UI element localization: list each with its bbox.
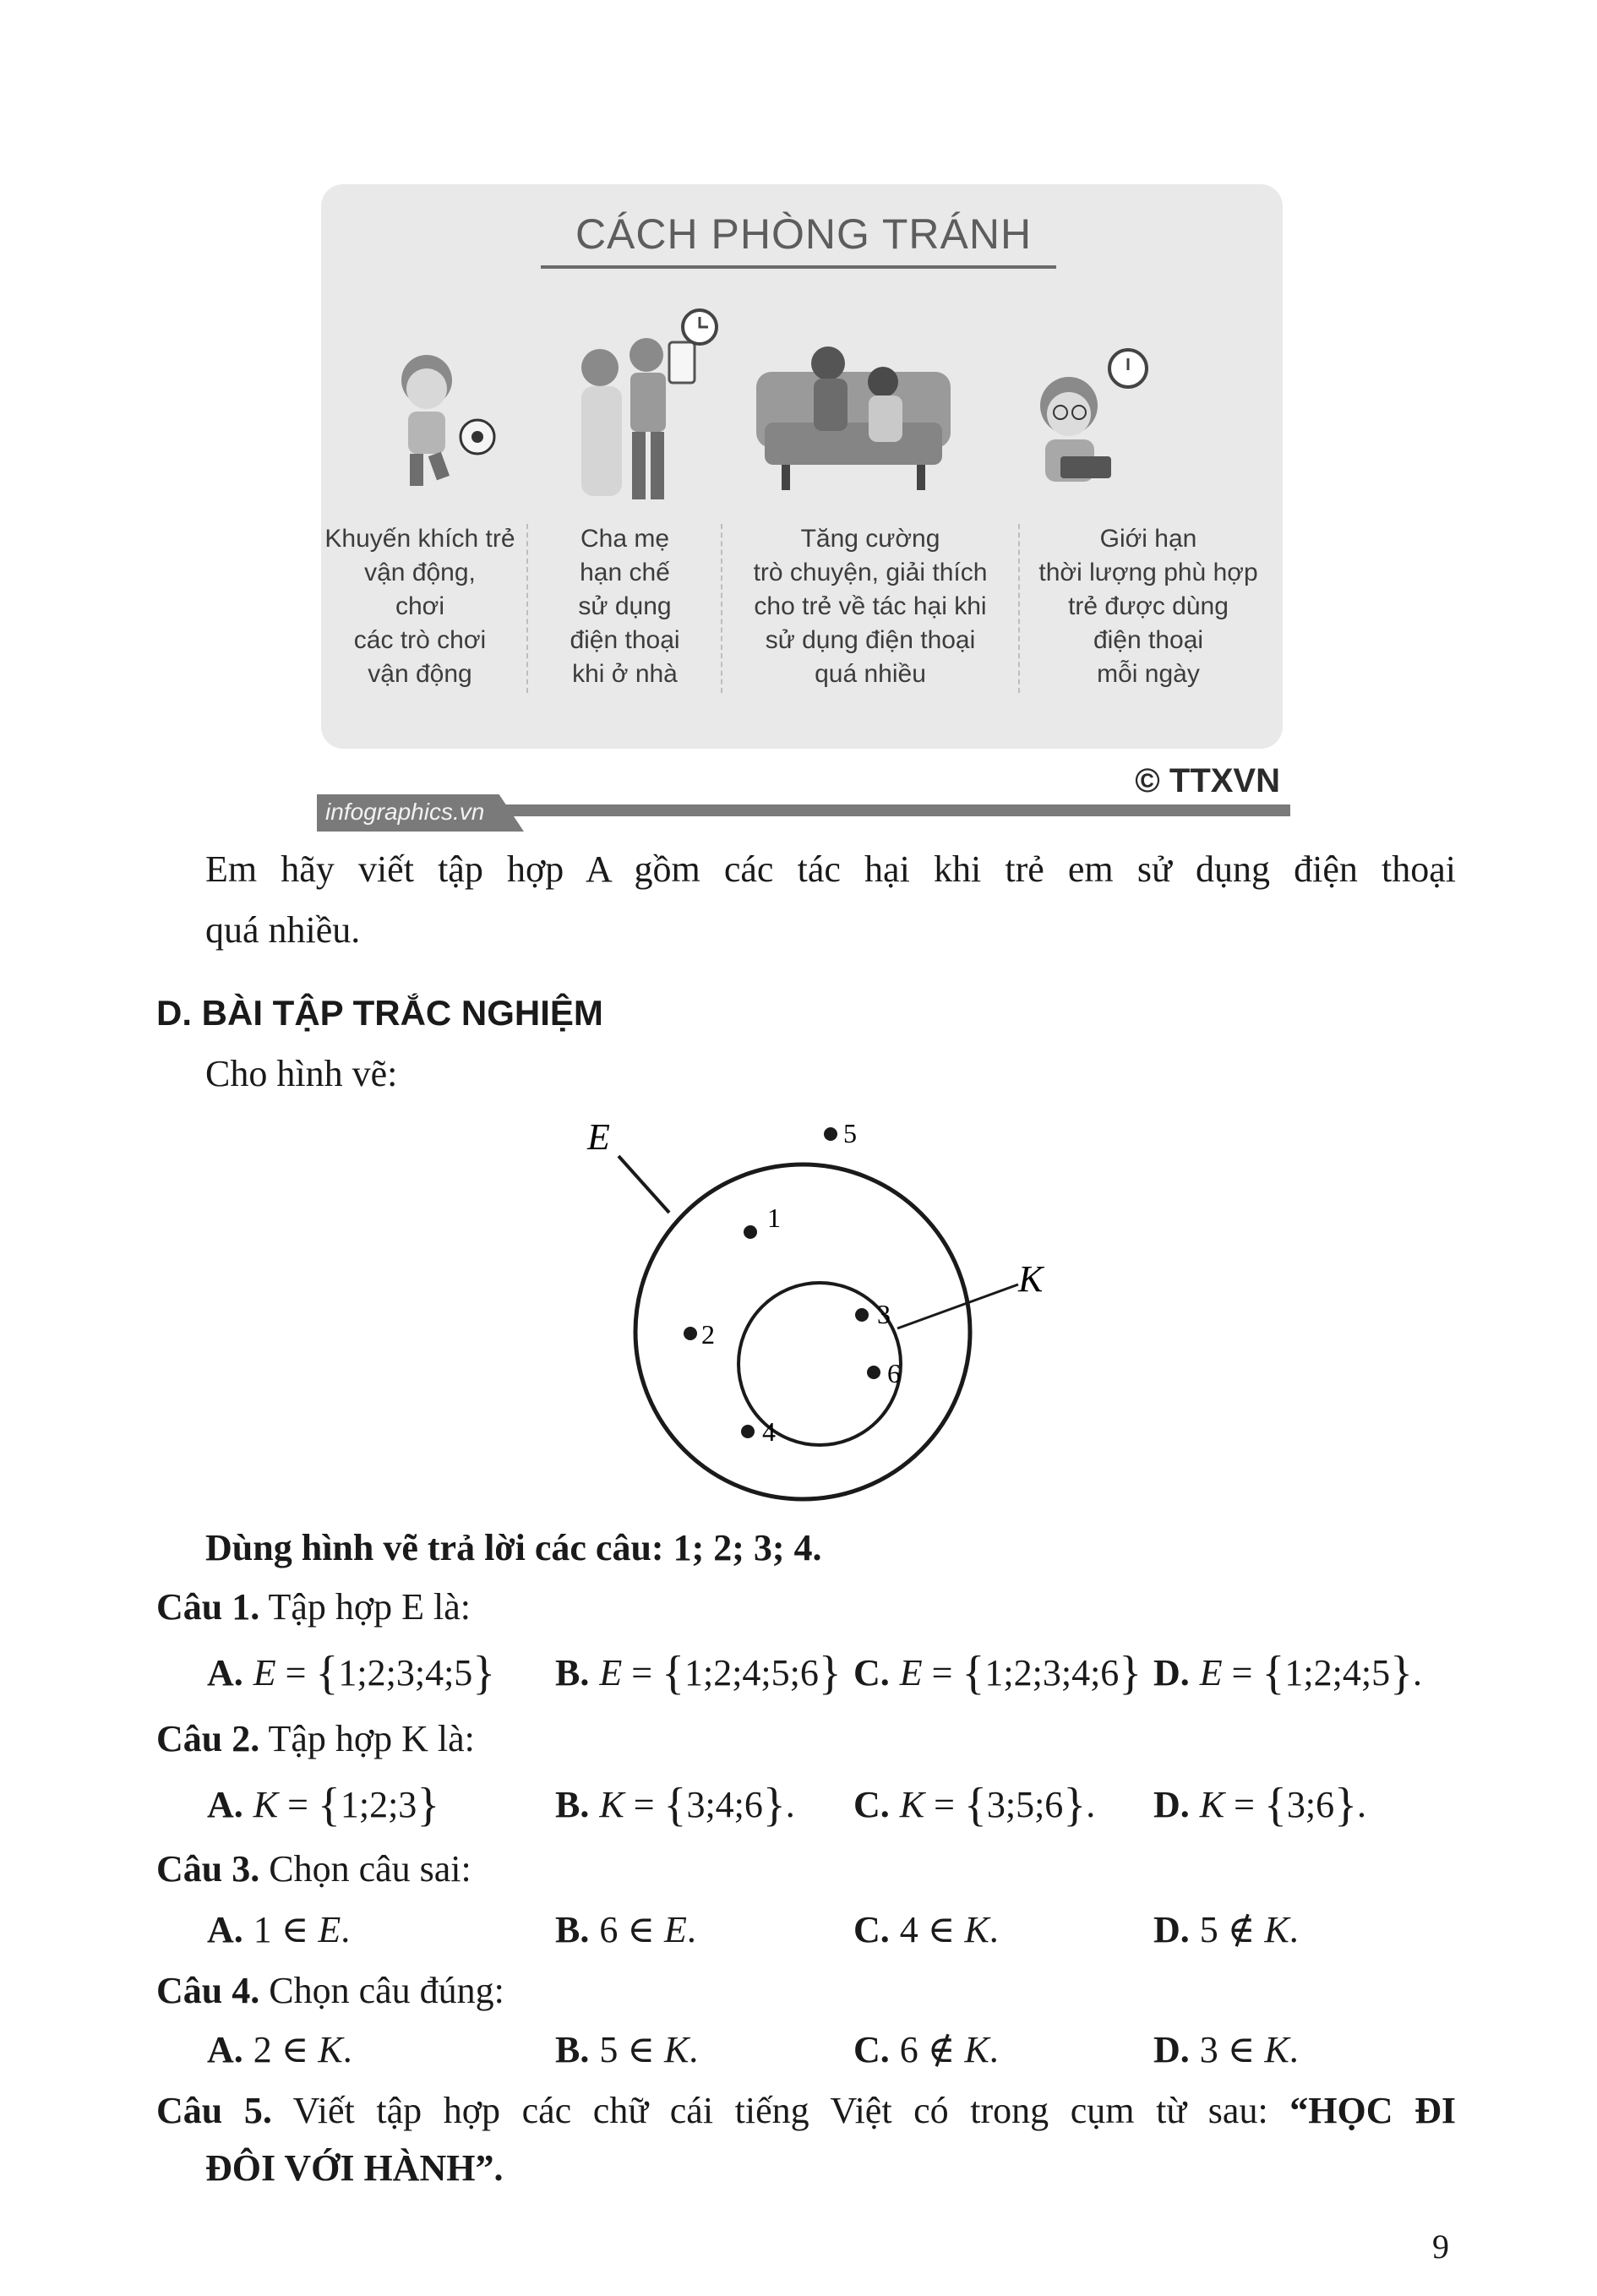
q2-option-b[interactable]: B. K = {3;4;6}. <box>555 1779 795 1831</box>
question-label: Câu 3. <box>156 1848 260 1890</box>
element: 4 <box>899 1909 918 1950</box>
point-3-label: 3 <box>877 1299 891 1329</box>
element: 1 <box>253 1909 272 1950</box>
parents-phone-illustration <box>558 308 718 511</box>
set-name: K <box>318 2029 343 2070</box>
option-letter: B. <box>555 1784 590 1825</box>
point-6-label: 6 <box>887 1358 901 1388</box>
section-d-instruction: Dùng hình vẽ trả lời các câu: 1; 2; 3; 4. <box>205 1527 822 1568</box>
column-divider <box>526 524 528 693</box>
label-E-pointer <box>619 1156 669 1213</box>
q3-option-b[interactable]: B. 6 ∈ E. <box>555 1909 696 1950</box>
question-phrase-part2: ĐÔI VỚI HÀNH”. <box>205 2147 504 2189</box>
section-d-heading: D. BÀI TẬP TRẮC NGHIỆM <box>156 993 603 1033</box>
set-elements: 1;2;3 <box>340 1784 417 1825</box>
q3-option-c[interactable]: C. 4 ∈ K. <box>853 1909 999 1950</box>
point-5-label: 5 <box>843 1118 857 1148</box>
point-4-dot <box>741 1425 755 1438</box>
set-elements: 1;2;4;5;6 <box>684 1652 819 1693</box>
relation-symbol: ∈ <box>281 1909 309 1950</box>
point-1-label: 1 <box>767 1203 781 1233</box>
element: 3 <box>1199 2029 1218 2070</box>
option-letter: A. <box>207 2029 243 2070</box>
element: 5 <box>599 2029 619 2070</box>
relation-symbol: ∉ <box>1227 1909 1256 1950</box>
option-letter: C. <box>853 1652 890 1693</box>
infographic-column-2 <box>530 522 720 691</box>
set-name: K <box>964 1909 989 1950</box>
point-2-dot <box>684 1327 697 1340</box>
set-elements: 1;2;4;5 <box>1284 1652 1391 1693</box>
infographic-credit: © TTXVN <box>1135 762 1280 799</box>
element: 6 <box>899 2029 918 2070</box>
set-elements: 3;5;6 <box>986 1784 1064 1825</box>
label-K: K <box>1018 1258 1044 1300</box>
set-elements: 1;2;3;4;5 <box>338 1652 473 1693</box>
set-name: E <box>599 1652 623 1693</box>
question-text: Chọn câu sai: <box>269 1848 471 1890</box>
column-line: trẻ được dùng <box>1068 592 1229 620</box>
question-2 <box>156 1717 475 1760</box>
column-line: sử dụng điện thoại <box>765 626 976 654</box>
set-name: E <box>1199 1652 1223 1693</box>
question-text: Viết tập hợp các chữ cái tiếng Việt có trong cụm từ sau: <box>292 2090 1268 2131</box>
element: 2 <box>253 2029 272 2070</box>
infographic-title: CÁCH PHÒNG TRÁNH <box>575 210 1033 258</box>
infographic-column-4 <box>1022 522 1275 691</box>
column-line: điện thoại <box>1093 626 1204 654</box>
infographic-column-3 <box>724 522 1017 691</box>
child-football-illustration <box>376 342 511 511</box>
column-divider <box>721 524 722 693</box>
infographic-source: infographics.vn <box>325 799 485 825</box>
column-line: các trò chơi <box>353 626 487 654</box>
set-name: K <box>964 2029 989 2070</box>
question-phrase-part1: “HỌC ĐI <box>1289 2090 1457 2131</box>
q1-option-c[interactable]: C. E = {1;2;3;4;6} <box>853 1647 1142 1699</box>
column-line: Tăng cường <box>800 525 940 553</box>
family-sofa-illustration <box>748 330 959 507</box>
option-end: . <box>1356 1784 1366 1825</box>
option-letter: A. <box>207 1652 243 1693</box>
set-elements: 3;4;6 <box>686 1784 763 1825</box>
relation-symbol: ∈ <box>927 1909 956 1950</box>
exercise-line-2: quá nhiều. <box>205 909 361 951</box>
question-5 <box>156 2089 1456 2132</box>
point-1-dot <box>744 1225 757 1239</box>
question-label: Câu 5. <box>156 2090 272 2131</box>
q1-option-a[interactable]: A. E = {1;2;3;4;5} <box>207 1647 496 1699</box>
q3-option-a[interactable]: A. 1 ∈ E. <box>207 1909 351 1950</box>
relation-symbol: ∉ <box>927 2029 956 2070</box>
point-2-label: 2 <box>701 1319 715 1350</box>
question-text: Tập hợp K là: <box>268 1718 475 1759</box>
element: 5 <box>1199 1909 1218 1950</box>
infographic-column-1 <box>315 522 525 691</box>
q4-option-d[interactable]: D. 3 ∈ K. <box>1153 2029 1299 2070</box>
option-letter: B. <box>555 2029 590 2070</box>
question-label: Câu 2. <box>156 1718 260 1759</box>
column-line: Cha mẹ <box>580 525 670 553</box>
q2-option-c[interactable]: C. K = {3;5;6}. <box>853 1779 1096 1831</box>
q3-option-d[interactable]: D. 5 ∉ K. <box>1153 1909 1299 1950</box>
column-line: vận động, <box>364 559 476 586</box>
page-number: 9 <box>1432 2228 1449 2266</box>
relation-symbol: ∈ <box>281 2029 309 2070</box>
set-name: K <box>899 1784 925 1825</box>
column-divider <box>1018 524 1020 693</box>
column-line: điện thoại <box>570 626 680 654</box>
option-letter: D. <box>1153 2029 1190 2070</box>
relation-symbol: ∈ <box>627 1909 655 1950</box>
set-name: E <box>663 1909 687 1950</box>
question-3 <box>156 1847 471 1890</box>
question-label: Câu 1. <box>156 1586 260 1628</box>
q1-option-d[interactable]: D. E = {1;2;4;5}. <box>1153 1647 1422 1699</box>
column-line: vận động <box>368 660 472 688</box>
question-text: Chọn câu đúng: <box>269 1970 504 2011</box>
option-letter: C. <box>853 1909 890 1950</box>
question-1 <box>156 1585 471 1628</box>
column-line: trò chuyện, giải thích <box>753 559 988 586</box>
point-5-dot <box>824 1127 837 1141</box>
column-line: chơi <box>395 592 445 620</box>
title-underline <box>541 265 1056 269</box>
option-letter: A. <box>207 1909 243 1950</box>
section-d-intro: Cho hình vẽ: <box>205 1053 398 1094</box>
column-line: khi ở nhà <box>572 660 678 688</box>
column-line: Khuyến khích trẻ <box>324 525 515 553</box>
venn-diagram <box>541 1107 1065 1513</box>
exercise-paragraph <box>205 839 1456 961</box>
set-name: K <box>253 1784 279 1825</box>
q1-option-b[interactable]: B. E = {1;2;4;5;6} <box>555 1647 842 1699</box>
child-clock-illustration <box>1010 330 1179 515</box>
label-E: E <box>587 1116 610 1158</box>
column-line: sử dụng <box>578 592 672 620</box>
set-name: K <box>1264 2029 1289 2070</box>
column-line: cho trẻ về tác hại khi <box>754 592 987 620</box>
infographic-cach-phong-tranh <box>317 177 1290 841</box>
relation-symbol: ∈ <box>1227 2029 1256 2070</box>
exercise-line-1: Em hãy viết tập hợp A gồm các tác hại khi trẻ em sử dụng điện thoại <box>205 848 1456 890</box>
set-elements: 3;6 <box>1286 1784 1335 1825</box>
point-4-label: 4 <box>762 1416 776 1447</box>
option-letter: D. <box>1153 1784 1190 1825</box>
question-text: Tập hợp E là: <box>268 1586 471 1628</box>
option-letter: D. <box>1153 1652 1190 1693</box>
set-name: E <box>253 1652 276 1693</box>
column-line: Giới hạn <box>1099 525 1197 553</box>
column-line: mỗi ngày <box>1097 660 1200 688</box>
option-letter: A. <box>207 1784 243 1825</box>
set-name: K <box>1199 1784 1225 1825</box>
option-end: . <box>1086 1784 1096 1825</box>
question-4 <box>156 1969 504 2012</box>
point-3-dot <box>855 1308 869 1322</box>
set-name: E <box>318 1909 341 1950</box>
set-name: E <box>899 1652 923 1693</box>
question-label: Câu 4. <box>156 1970 260 2011</box>
option-letter: B. <box>555 1652 590 1693</box>
q4-option-a[interactable]: A. 2 ∈ K. <box>207 2029 352 2070</box>
set-elements: 1;2;3;4;6 <box>984 1652 1120 1693</box>
q4-option-c[interactable]: C. 6 ∉ K. <box>853 2029 999 2070</box>
set-name: K <box>663 2029 689 2070</box>
option-end: . <box>1412 1652 1422 1693</box>
column-line: thời lượng phù hợp <box>1038 559 1258 586</box>
option-letter: B. <box>555 1909 590 1950</box>
q2-option-d[interactable]: D. K = {3;6}. <box>1153 1779 1366 1831</box>
q4-option-b[interactable]: B. 5 ∈ K. <box>555 2029 699 2070</box>
option-letter: C. <box>853 2029 890 2070</box>
set-name: K <box>1264 1909 1289 1950</box>
set-name: K <box>599 1784 624 1825</box>
point-6-dot <box>867 1366 880 1379</box>
relation-symbol: ∈ <box>627 2029 655 2070</box>
label-K-pointer <box>897 1284 1018 1328</box>
column-line: quá nhiều <box>815 660 926 688</box>
q2-option-a[interactable]: A. K = {1;2;3} <box>207 1779 440 1831</box>
option-letter: D. <box>1153 1909 1190 1950</box>
column-line: hạn chế <box>580 559 670 586</box>
option-letter: C. <box>853 1784 890 1825</box>
option-end: . <box>785 1784 795 1825</box>
element: 6 <box>599 1909 619 1950</box>
